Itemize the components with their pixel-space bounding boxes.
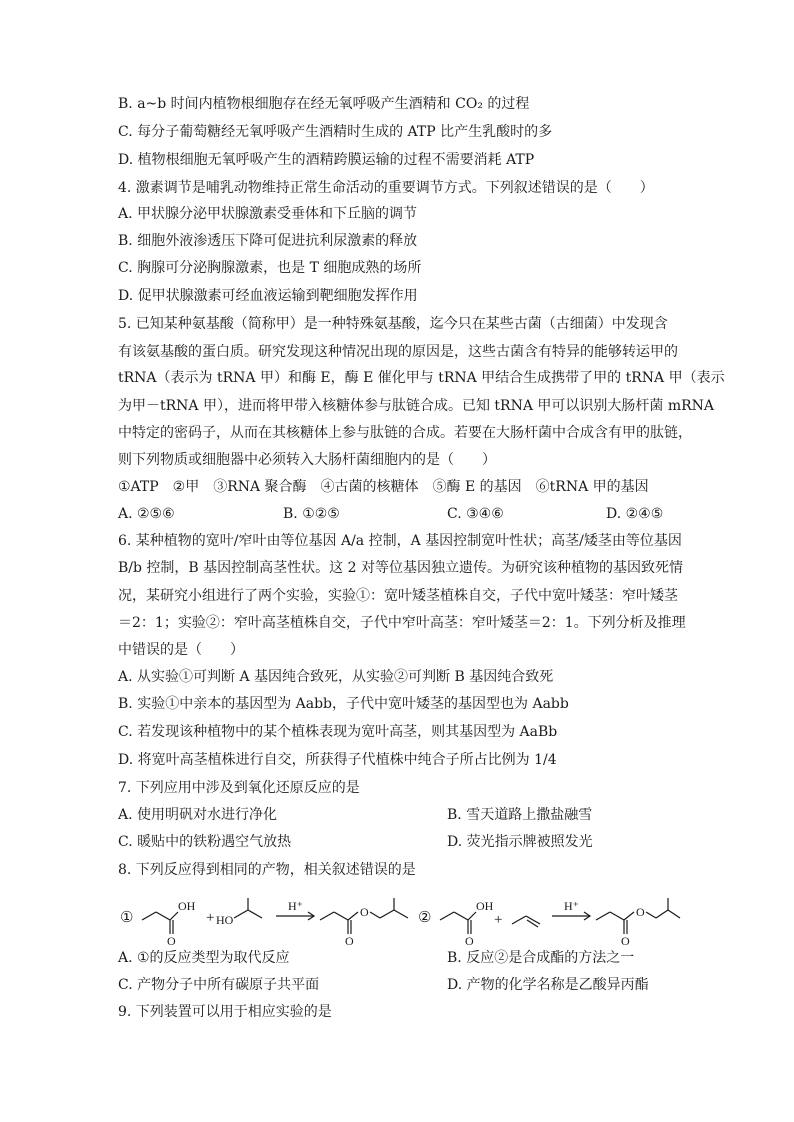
q8-option-b: B. 反应②是合成酯的方法之一	[447, 950, 635, 966]
r1-ester-o-label: O	[360, 905, 369, 919]
r1-acid-o-label: O	[167, 934, 176, 948]
reaction-1-scheme	[138, 894, 438, 948]
q8-stem: 8. 下列反应得到相同的产物，相关叙述错误的是	[118, 862, 416, 878]
q5-stem-line-4: 为甲－tRNA 甲），进而将甲带入核糖体参与肽链合成。已知 tRNA 甲可以识别大肠杆菌 mRNA	[118, 398, 715, 414]
q4-option-a: A. 甲状腺分泌甲状腺激素受垂体和下丘脑的调节	[118, 206, 418, 222]
q5-items: ①ATP ②甲 ③RNA 聚合酶 ④古菌的核糖体 ⑤酶 E 的基因 ⑥tRNA 甲的基因	[118, 479, 649, 495]
q8-reactions	[118, 894, 678, 948]
q4-option-b: B. 细胞外液渗透压下降可促进抗利尿激素的释放	[118, 233, 418, 249]
q5-option-b: B. ①②⑤	[283, 506, 340, 522]
q6-stem-line-4: ＝2：1；实验②：窄叶高茎植株自交，子代中窄叶高茎：窄叶矮茎＝2：1。下列分析及推理	[118, 615, 686, 631]
q7-option-b: B. 雪天道路上撒盐融雪	[447, 807, 593, 823]
r2-plus: +	[494, 912, 503, 928]
q5-option-c: C. ③④⑥	[447, 506, 504, 522]
q4-stem: 4. 激素调节是哺乳动物维持正常生命活动的重要调节方式。下列叙述错误的是（ ）	[118, 180, 654, 196]
q3-option-d: D. 植物根细胞无氧呼吸产生的酒精跨膜运输的过程不需要消耗 ATP	[118, 152, 535, 168]
q6-option-d: D. 将宽叶高茎植株进行自交，所获得子代植株中纯合子所占比例为 1/4	[118, 752, 557, 768]
q7-option-d: D. 荧光指示牌被照发光	[447, 834, 593, 850]
q7-option-c: C. 暖贴中的铁粉遇空气放热	[118, 834, 292, 850]
q6-option-c: C. 若发现该种植物中的某个植株表现为宽叶高茎，则其基因型为 AaBb	[118, 724, 558, 740]
q9-stem: 9. 下列装置可以用于相应实验的是	[118, 1004, 332, 1020]
q7-stem: 7. 下列应用中涉及到氧化还原反应的是	[118, 780, 360, 796]
r2-acid-o-label: O	[465, 934, 474, 948]
q8-option-d: D. 产物的化学名称是乙酸异丙酯	[447, 977, 649, 993]
q6-stem-line-3: 况，某研究小组进行了两个实验，实验①：宽叶矮茎植株自交，子代中宽叶矮茎：窄叶矮茎	[118, 588, 678, 604]
r2-ester-o-label: O	[636, 905, 645, 919]
q8-option-c: C. 产物分子中所有碳原子共平面	[118, 977, 320, 993]
reaction-2-label: ②	[418, 908, 432, 926]
q8-option-a: A. ①的反应类型为取代反应	[118, 950, 290, 966]
r1-catalyst: H⁺	[288, 899, 303, 913]
q5-stem-line-1: 5. 已知某种氨基酸（简称甲）是一种特殊氨基酸，迄今只在某些古菌（古细菌）中发现含	[118, 316, 668, 332]
q3-option-c: C. 每分子葡萄糖经无氧呼吸产生酒精时生成的 ATP 比产生乳酸时的多	[118, 124, 553, 140]
r1-ester-carbonyl-o: O	[345, 934, 354, 948]
q6-stem-line-5: 中错误的是（ ）	[118, 642, 244, 658]
q6-option-b: B. 实验①中亲本的基因型为 Aabb，子代中宽叶矮茎的基因型也为 Aabb	[118, 696, 569, 712]
q5-stem-line-2: 有该氨基酸的蛋白质。研究发现这种情况出现的原因是，这些古菌含有特异的能够转运甲的	[118, 344, 678, 360]
q5-option-a: A. ②⑤⑥	[118, 506, 175, 522]
reaction-2-scheme	[436, 894, 686, 948]
q6-stem-line-1: 6. 某种植物的宽叶/窄叶由等位基因 A/a 控制，A 基因控制宽叶性状；高茎/矮茎由等位基因	[118, 533, 682, 549]
r1-plus: +	[206, 910, 215, 926]
r2-ester-carbonyl-o: O	[621, 934, 630, 948]
q5-stem-line-6: 则下列物质或细胞器中必须转入大肠杆菌细胞内的是（ ）	[118, 452, 496, 468]
r1-oh-label: OH	[178, 899, 196, 913]
q5-stem-line-5: 中特定的密码子，从而在其核糖体上参与肽链的合成。若要在大肠杆菌中合成含有甲的肽链，	[118, 425, 692, 441]
q7-option-a: A. 使用明矾对水进行净化	[118, 807, 278, 823]
q6-option-a: A. 从实验①可判断 A 基因纯合致死，从实验②可判断 B 基因纯合致死	[118, 669, 554, 685]
q3-option-b: B. a~b 时间内植物根细胞存在经无氧呼吸产生酒精和 CO₂ 的过程	[118, 96, 530, 112]
q6-stem-line-2: B/b 控制，B 基因控制高茎性状。这 2 对等位基因独立遗传。为研究该种植物的基因致死情	[118, 560, 683, 576]
r1-ho-label: HO	[216, 913, 234, 927]
reaction-1-label: ①	[120, 908, 134, 926]
q5-option-d: D. ②④⑤	[606, 506, 664, 522]
q4-option-c: C. 胸腺可分泌胸腺激素，也是 T 细胞成熟的场所	[118, 260, 422, 276]
r2-catalyst: H⁺	[564, 899, 579, 913]
q5-stem-line-3: tRNA（表示为 tRNA 甲）和酶 E，酶 E 催化甲与 tRNA 甲结合生成携带了甲的 tRNA 甲（表示	[118, 370, 725, 386]
q4-option-d: D. 促甲状腺激素可经血液运输到靶细胞发挥作用	[118, 288, 418, 304]
r2-oh-label: OH	[476, 899, 494, 913]
